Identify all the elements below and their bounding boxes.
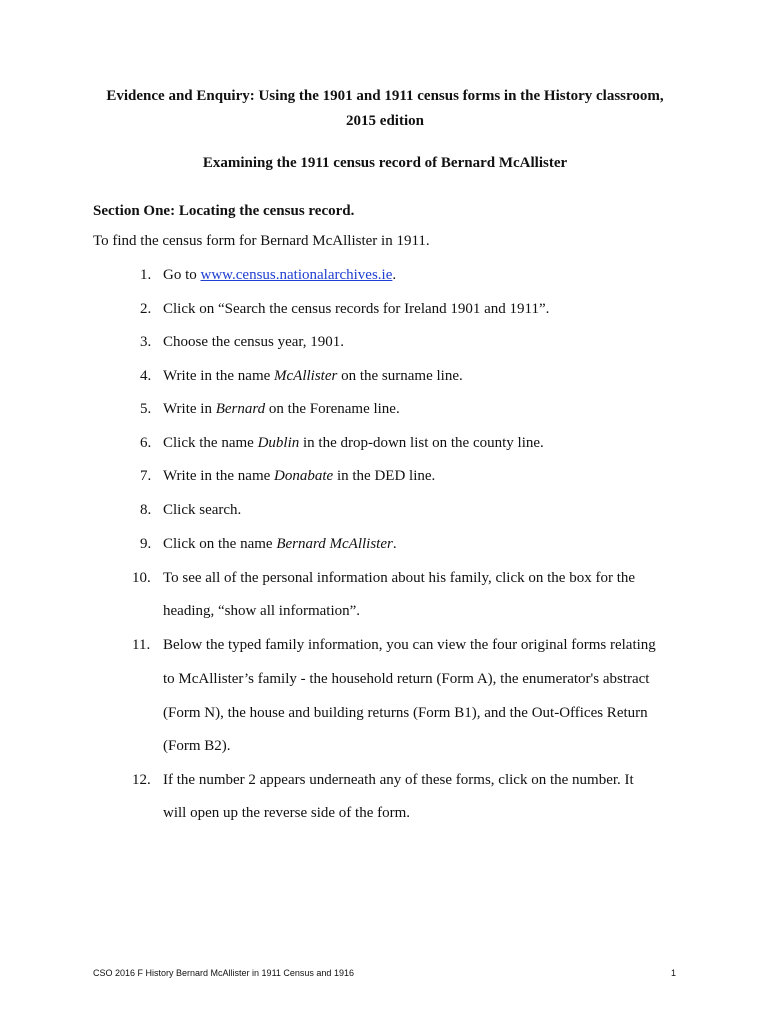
step-text: . [392,536,397,552]
section-heading: Section One: Locating the census record. [93,203,355,219]
footer-text: CSO 2016 F History Bernard McAllister in 1911 Census and 1916 [93,968,354,978]
step-text: Write in [163,401,216,417]
page-number: 1 [671,968,677,978]
intro-text: To find the census form for Bernard McAllister in 1911. [93,233,430,249]
step-emphasis: Bernard [215,401,266,417]
step-number: 8. [140,502,152,518]
list-item-line: If the number 2 appears underneath any of these forms, click on the number. It [163,772,634,788]
step-number: 2. [140,301,152,317]
document-title-line-1: Evidence and Enquiry: Using the 1901 and 1911 census forms in the History classroom, [106,88,664,104]
step-number: 12. [132,772,151,788]
list-item-line: Below the typed family information, you can view the four original forms relating [163,637,656,653]
list-item [163,401,400,418]
step-number: 3. [140,334,152,350]
step-text: Click the name [163,435,258,451]
list-item [163,468,435,485]
list-item-line: to McAllister’s family - the household return (Form A), the enumerator's abstract [163,671,650,687]
step-text: in the drop-down list on the county line. [299,435,544,451]
step-text: Click on the name [163,536,277,552]
step-text: Go to [163,267,201,283]
list-item-line: (Form N), the house and building returns (Form B1), and the Out-Offices Return [163,705,648,721]
step-number: 6. [140,435,152,451]
list-item [163,267,396,284]
step-emphasis: Bernard McAllister [276,536,393,552]
step-emphasis: Dublin [257,435,300,451]
list-item: Click search. [163,502,242,518]
step-number: 4. [140,368,152,384]
document-subtitle: Examining the 1911 census record of Bernard McAllister [202,155,568,171]
list-item-line: heading, “show all information”. [163,603,361,619]
list-item [163,536,397,553]
list-item [163,368,463,385]
step-number: 11. [132,637,151,653]
list-item: Click on “Search the census records for Ireland 1901 and 1911”. [163,301,550,317]
step-number: 7. [140,468,152,484]
list-item-line: To see all of the personal information about his family, click on the box for the [163,570,636,586]
step-number: 1. [140,267,152,283]
step-text: . [392,267,397,283]
step-text: Write in the name [163,468,275,484]
list-item-line: (Form B2). [163,738,231,754]
step-number: 5. [140,401,152,417]
step-emphasis: McAllister [274,368,338,384]
step-text: on the surname line. [337,368,463,384]
step-emphasis: Donabate [274,468,334,484]
document-title-line-2: 2015 edition [346,113,424,129]
list-item: Choose the census year, 1901. [163,334,345,350]
census-website-link[interactable]: www.census.nationalarchives.ie [200,267,393,283]
step-number: 9. [140,536,152,552]
step-text: Write in the name [163,368,275,384]
list-item-line: will open up the reverse side of the form. [163,805,411,821]
step-number: 10. [132,570,151,586]
list-item [163,435,544,452]
step-text: in the DED line. [333,468,436,484]
step-text: on the Forename line. [265,401,400,417]
